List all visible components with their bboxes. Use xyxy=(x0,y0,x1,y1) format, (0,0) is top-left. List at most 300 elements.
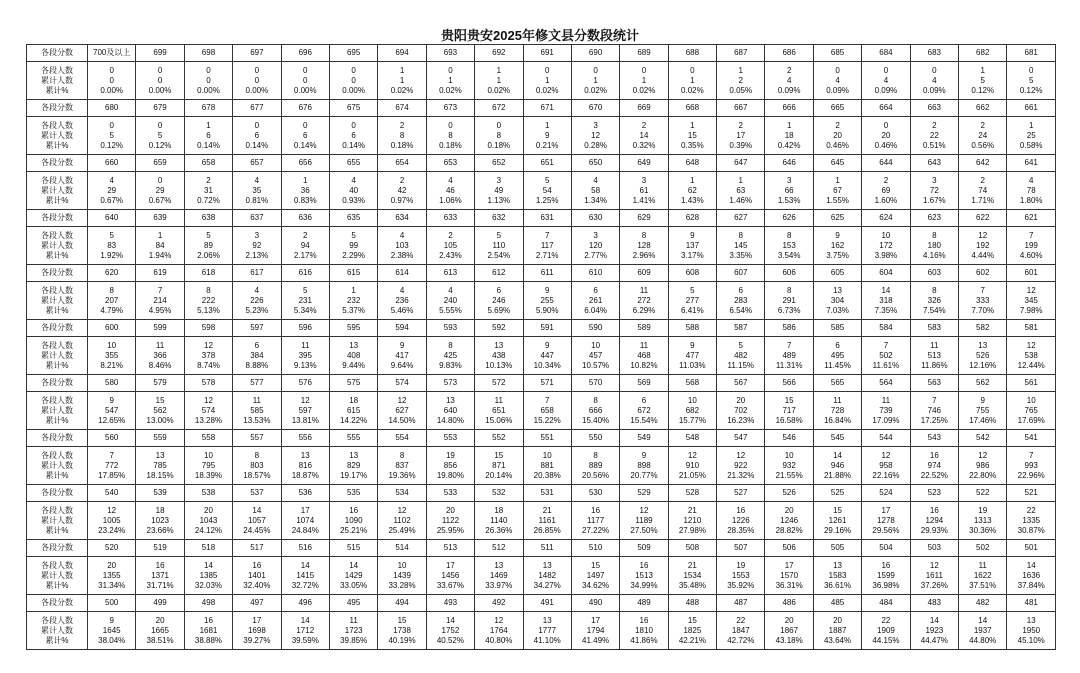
stats-cell xyxy=(475,227,523,265)
stats-cell xyxy=(184,612,232,650)
seg-value: 8 xyxy=(641,230,647,240)
seg-value: 11 xyxy=(494,395,503,405)
score-cell: 677 xyxy=(233,100,281,117)
seg-value: 4 xyxy=(254,285,260,295)
cum-value: 207 xyxy=(105,295,119,305)
cum-value: 1401 xyxy=(247,570,266,580)
score-header-row xyxy=(27,265,1056,282)
cum-value: 728 xyxy=(830,405,845,415)
stats-data-row xyxy=(27,557,1056,595)
stats-cell xyxy=(184,172,232,210)
seg-value: 22 xyxy=(881,615,891,625)
pct-value: 0.51% xyxy=(922,140,946,150)
seg-value: 7 xyxy=(544,395,550,405)
stats-cell xyxy=(523,447,571,485)
seg-value: 0 xyxy=(109,120,114,130)
pct-value: 1.67% xyxy=(922,195,946,205)
stats-cell xyxy=(959,282,1007,320)
pct-value: 20.56% xyxy=(582,470,610,480)
score-cell: 603 xyxy=(910,265,958,282)
pct-value: 0.32% xyxy=(632,140,656,150)
pct-value: 0.28% xyxy=(584,140,607,150)
pct-value: 17.25% xyxy=(920,415,948,425)
pct-value: 33.97% xyxy=(485,580,513,590)
pct-value: 14.22% xyxy=(340,415,368,425)
cum-value: 1161 xyxy=(538,515,556,525)
cum-value: 6 xyxy=(303,130,308,140)
pct-value: 11.86% xyxy=(921,360,948,370)
score-cell: 637 xyxy=(233,210,281,227)
score-cell: 647 xyxy=(717,155,765,172)
pct-value: 31.71% xyxy=(146,580,174,590)
stats-cell xyxy=(523,62,571,100)
pct-value: 12.65% xyxy=(98,415,126,425)
stats-cell xyxy=(668,447,716,485)
stats-cell xyxy=(329,227,377,265)
stats-cell xyxy=(233,612,281,650)
seg-value: 8 xyxy=(206,285,211,295)
pct-value: 28.35% xyxy=(727,525,755,535)
stats-cell xyxy=(620,337,668,375)
pct-value: 6.29% xyxy=(632,305,656,315)
seg-label: 各段人数 xyxy=(41,285,73,295)
stats-cell xyxy=(717,172,765,210)
score-cell: 545 xyxy=(813,430,861,447)
score-cell: 696 xyxy=(281,45,329,62)
stats-row-labels xyxy=(27,612,88,650)
cum-value: 1681 xyxy=(199,625,218,635)
stats-cell xyxy=(813,612,861,650)
cum-value: 765 xyxy=(1024,405,1038,415)
stats-row-labels xyxy=(27,62,88,100)
stats-cell xyxy=(329,392,377,430)
pct-value: 3.35% xyxy=(729,250,753,260)
pct-value: 36.61% xyxy=(823,580,852,590)
stats-cell xyxy=(329,612,377,650)
stats-cell xyxy=(765,62,813,100)
seg-value: 6 xyxy=(641,395,647,405)
pct-value: 0.00% xyxy=(148,85,172,95)
seg-value: 16 xyxy=(639,615,649,625)
cum-value: 1937 xyxy=(973,625,992,635)
stats-cell xyxy=(813,557,861,595)
seg-value: 2 xyxy=(399,120,405,130)
cum-value: 8 xyxy=(399,130,405,140)
cum-value: 172 xyxy=(879,240,893,250)
pct-value: 6.73% xyxy=(777,305,801,315)
pct-value: 39.85% xyxy=(340,635,368,645)
seg-value: 3 xyxy=(786,175,792,185)
stats-cell xyxy=(959,337,1007,375)
stats-cell xyxy=(717,227,765,265)
pct-value: 0.14% xyxy=(342,140,365,150)
cum-value: 1482 xyxy=(538,570,557,580)
seg-value: 2 xyxy=(303,230,308,240)
score-cell: 663 xyxy=(910,100,958,117)
stats-cell xyxy=(1007,227,1056,265)
cum-value: 615 xyxy=(346,405,361,415)
seg-value: 16 xyxy=(881,560,891,570)
seg-value: 10 xyxy=(591,340,601,350)
stats-row-labels xyxy=(27,447,88,485)
pct-value: 6.54% xyxy=(729,305,753,315)
score-row-label: 各段分数 xyxy=(27,540,88,557)
seg-value: 3 xyxy=(254,230,260,240)
cum-value: 1102 xyxy=(393,515,411,525)
score-cell: 593 xyxy=(426,320,474,337)
cum-value: 1923 xyxy=(925,625,944,635)
seg-value: 2 xyxy=(206,175,211,185)
score-cell: 686 xyxy=(765,45,813,62)
stats-cell xyxy=(717,282,765,320)
seg-value: 2 xyxy=(641,120,647,130)
stats-cell xyxy=(862,612,910,650)
cum-value: 110 xyxy=(492,240,506,250)
seg-value: 0 xyxy=(254,120,260,130)
pct-value: 1.41% xyxy=(632,195,656,205)
score-cell: 664 xyxy=(862,100,910,117)
seg-value: 9 xyxy=(109,615,114,625)
score-cell: 538 xyxy=(184,485,232,502)
pct-value: 32.03% xyxy=(194,580,223,590)
seg-value: 9 xyxy=(399,340,405,350)
pct-value: 39.27% xyxy=(243,635,271,645)
cum-value: 1122 xyxy=(441,515,460,525)
stats-cell xyxy=(910,62,958,100)
pct-value: 21.55% xyxy=(775,470,803,480)
pct-value: 29.93% xyxy=(920,525,948,535)
cum-value: 222 xyxy=(201,295,216,305)
stats-cell xyxy=(523,227,571,265)
pct-value: 0.42% xyxy=(777,140,801,150)
pct-value: 0.14% xyxy=(197,140,220,150)
stats-cell xyxy=(88,282,136,320)
cum-value: 74 xyxy=(978,185,988,195)
stats-cell xyxy=(717,62,765,100)
pct-value: 22.80% xyxy=(969,470,997,480)
stats-cell xyxy=(910,337,958,375)
pct-value: 0.12% xyxy=(148,140,172,150)
score-cell: 581 xyxy=(1007,320,1056,337)
stats-cell xyxy=(184,282,232,320)
cum-value: 666 xyxy=(588,405,603,415)
seg-value: 2 xyxy=(835,120,840,130)
seg-value: 0 xyxy=(448,65,453,75)
cum-value: 117 xyxy=(540,240,554,250)
score-cell: 614 xyxy=(378,265,426,282)
stats-cell xyxy=(668,337,716,375)
stats-cell xyxy=(88,502,136,540)
cum-value: 5 xyxy=(109,130,114,140)
score-cell: 578 xyxy=(184,375,232,392)
cum-value: 326 xyxy=(927,295,942,305)
cum-value: 1513 xyxy=(635,570,653,580)
seg-label: 各段人数 xyxy=(41,340,73,350)
score-cell: 699 xyxy=(136,45,184,62)
pct-value: 41.86% xyxy=(630,635,658,645)
score-cell: 656 xyxy=(281,155,329,172)
score-cell: 588 xyxy=(668,320,716,337)
cum-value: 739 xyxy=(879,405,893,415)
score-cell: 574 xyxy=(378,375,426,392)
stats-cell xyxy=(378,227,426,265)
pct-value: 8.21% xyxy=(100,360,124,370)
cum-value: 993 xyxy=(1024,460,1038,470)
pct-value: 16.58% xyxy=(775,415,803,425)
score-cell: 546 xyxy=(765,430,813,447)
cum-value: 447 xyxy=(540,350,554,360)
stats-data-row xyxy=(27,612,1056,650)
score-cell: 652 xyxy=(475,155,523,172)
pct-value: 0.00% xyxy=(245,85,269,95)
score-cell: 698 xyxy=(184,45,232,62)
score-cell: 559 xyxy=(136,430,184,447)
stats-cell xyxy=(765,447,813,485)
score-cell: 634 xyxy=(378,210,426,227)
score-cell: 694 xyxy=(378,45,426,62)
score-cell: 594 xyxy=(378,320,426,337)
pct-value: 2.54% xyxy=(487,250,511,260)
pct-value: 0.09% xyxy=(874,85,898,95)
stats-cell xyxy=(813,117,861,155)
seg-value: 13 xyxy=(542,560,552,570)
seg-value: 13 xyxy=(445,395,455,405)
pct-value: 0.09% xyxy=(922,85,946,95)
pct-value: 43.18% xyxy=(775,635,803,645)
pct-value: 4.44% xyxy=(971,250,995,260)
seg-value: 9 xyxy=(690,340,695,350)
cum-value: 1665 xyxy=(151,625,169,635)
cum-value: 495 xyxy=(830,350,845,360)
score-cell: 539 xyxy=(136,485,184,502)
score-cell: 675 xyxy=(329,100,377,117)
score-cell: 668 xyxy=(668,100,716,117)
seg-value: 17 xyxy=(252,615,262,625)
stats-cell xyxy=(281,557,329,595)
pct-label: 累计% xyxy=(45,305,69,315)
stats-cell xyxy=(136,502,184,540)
pct-value: 18.39% xyxy=(194,470,223,480)
cum-value: 468 xyxy=(637,350,651,360)
pct-value: 2.13% xyxy=(245,250,269,260)
seg-value: 16 xyxy=(204,615,213,625)
score-cell: 565 xyxy=(813,375,861,392)
pct-value: 0.18% xyxy=(439,140,462,150)
cum-value: 946 xyxy=(830,460,845,470)
pct-value: 18.87% xyxy=(291,470,319,480)
stats-cell xyxy=(571,392,619,430)
stats-cell xyxy=(620,172,668,210)
pct-value: 0.00% xyxy=(342,85,365,95)
stats-data-row xyxy=(27,392,1056,430)
stats-cell xyxy=(1007,612,1056,650)
cum-value: 717 xyxy=(782,405,796,415)
cum-value: 1583 xyxy=(828,570,847,580)
cum-value: 29 xyxy=(107,185,117,195)
seg-value: 9 xyxy=(544,285,550,295)
seg-value: 8 xyxy=(109,285,114,295)
pct-value: 20.77% xyxy=(630,470,658,480)
seg-value: 4 xyxy=(351,175,356,185)
pct-value: 0.58% xyxy=(1019,140,1043,150)
score-cell: 549 xyxy=(620,430,668,447)
cum-value: 49 xyxy=(494,185,504,195)
score-cell: 657 xyxy=(233,155,281,172)
seg-value: 5 xyxy=(738,340,743,350)
score-cell: 607 xyxy=(717,265,765,282)
score-cell: 536 xyxy=(281,485,329,502)
pct-value: 0.18% xyxy=(390,140,414,150)
cum-value: 1278 xyxy=(877,515,895,525)
stats-cell xyxy=(184,502,232,540)
seg-value: 9 xyxy=(544,340,550,350)
stats-cell xyxy=(281,117,329,155)
seg-value: 3 xyxy=(593,120,598,130)
cum-value: 22 xyxy=(929,130,939,140)
seg-value: 9 xyxy=(641,450,647,460)
seg-value: 12 xyxy=(397,505,407,515)
cum-value: 58 xyxy=(591,185,601,195)
pct-value: 15.40% xyxy=(582,415,610,425)
seg-value: 17 xyxy=(881,505,891,515)
cum-label: 累计人数 xyxy=(41,130,73,140)
stats-cell xyxy=(959,172,1007,210)
seg-value: 18 xyxy=(349,395,359,405)
score-cell: 482 xyxy=(959,595,1007,612)
stats-data-row xyxy=(27,227,1056,265)
cum-value: 236 xyxy=(395,295,409,305)
stats-cell xyxy=(523,117,571,155)
score-cell: 512 xyxy=(475,540,523,557)
pct-value: 40.19% xyxy=(388,635,416,645)
stats-cell xyxy=(813,62,861,100)
cum-value: 261 xyxy=(588,295,603,305)
seg-value: 19 xyxy=(736,560,746,570)
stats-cell xyxy=(1007,447,1056,485)
stats-cell xyxy=(281,227,329,265)
score-cell: 621 xyxy=(1007,210,1056,227)
cum-value: 1 xyxy=(496,75,502,85)
stats-cell xyxy=(184,557,232,595)
score-cell: 636 xyxy=(281,210,329,227)
pct-label: 累计% xyxy=(45,360,69,370)
stats-cell xyxy=(88,447,136,485)
score-cell: 653 xyxy=(426,155,474,172)
stats-cell xyxy=(233,227,281,265)
seg-value: 10 xyxy=(542,450,552,460)
score-cell: 616 xyxy=(281,265,329,282)
pct-value: 0.18% xyxy=(487,140,511,150)
score-cell: 501 xyxy=(1007,540,1056,557)
cum-value: 795 xyxy=(201,460,216,470)
seg-value: 7 xyxy=(786,340,792,350)
seg-value: 1 xyxy=(690,120,695,130)
cum-value: 1177 xyxy=(587,515,605,525)
pct-value: 25.49% xyxy=(388,525,416,535)
cum-value: 1622 xyxy=(973,570,992,580)
seg-value: 7 xyxy=(1028,450,1034,460)
stats-cell xyxy=(862,447,910,485)
pct-value: 0.00% xyxy=(293,85,317,95)
stats-cell xyxy=(959,392,1007,430)
cum-value: 395 xyxy=(298,350,312,360)
stats-cell xyxy=(378,447,426,485)
pct-label: 累计% xyxy=(45,415,69,425)
cum-value: 1738 xyxy=(393,625,411,635)
pct-value: 6.04% xyxy=(584,305,607,315)
score-cell: 491 xyxy=(523,595,571,612)
pct-value: 1.80% xyxy=(1019,195,1043,205)
seg-value: 12 xyxy=(107,505,117,515)
stats-cell xyxy=(233,502,281,540)
stats-cell xyxy=(571,337,619,375)
cum-value: 83 xyxy=(107,240,117,250)
score-cell: 490 xyxy=(571,595,619,612)
score-header-row xyxy=(27,595,1056,612)
stats-cell xyxy=(184,447,232,485)
stats-cell xyxy=(862,227,910,265)
stats-cell xyxy=(1007,117,1056,155)
pct-value: 0.35% xyxy=(681,140,704,150)
seg-value: 21 xyxy=(687,560,697,570)
score-cell: 552 xyxy=(475,430,523,447)
seg-value: 4 xyxy=(254,175,260,185)
cum-value: 46 xyxy=(445,185,455,195)
stats-cell xyxy=(378,62,426,100)
cum-value: 682 xyxy=(685,405,700,415)
seg-value: 2 xyxy=(399,175,405,185)
cum-value: 477 xyxy=(685,350,700,360)
pct-value: 5.37% xyxy=(342,305,365,315)
stats-row-labels xyxy=(27,392,88,430)
pct-value: 0.02% xyxy=(632,85,656,95)
score-cell: 576 xyxy=(281,375,329,392)
cum-value: 103 xyxy=(395,240,409,250)
stats-cell xyxy=(571,62,619,100)
stats-cell xyxy=(136,392,184,430)
seg-value: 16 xyxy=(736,505,746,515)
stats-cell xyxy=(668,117,716,155)
seg-value: 12 xyxy=(397,395,407,405)
cum-value: 61 xyxy=(639,185,649,195)
cum-value: 755 xyxy=(976,405,990,415)
score-header-row xyxy=(27,155,1056,172)
stats-row-labels xyxy=(27,337,88,375)
cum-value: 84 xyxy=(155,240,165,250)
score-cell: 661 xyxy=(1007,100,1056,117)
score-cell: 600 xyxy=(88,320,136,337)
stats-cell xyxy=(910,227,958,265)
seg-value: 5 xyxy=(351,230,356,240)
seg-value: 5 xyxy=(303,285,308,295)
seg-value: 6 xyxy=(835,340,840,350)
score-cell: 535 xyxy=(329,485,377,502)
pct-value: 2.77% xyxy=(584,250,607,260)
cum-value: 803 xyxy=(250,460,264,470)
stats-cell xyxy=(717,557,765,595)
score-cell: 641 xyxy=(1007,155,1056,172)
pct-value: 13.53% xyxy=(243,415,271,425)
score-cell: 639 xyxy=(136,210,184,227)
stats-cell xyxy=(959,227,1007,265)
score-cell: 690 xyxy=(571,45,619,62)
seg-value: 15 xyxy=(591,560,601,570)
seg-value: 13 xyxy=(349,340,359,350)
pct-value: 44.47% xyxy=(920,635,948,645)
pct-value: 5.69% xyxy=(487,305,511,315)
score-cell: 645 xyxy=(813,155,861,172)
pct-value: 2.96% xyxy=(632,250,656,260)
